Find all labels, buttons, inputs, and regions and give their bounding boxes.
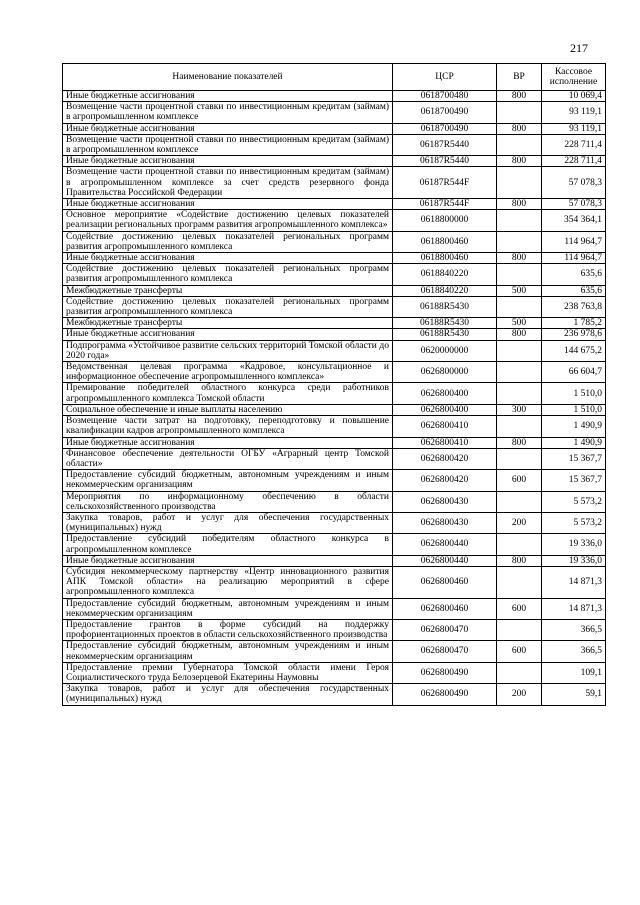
row-amount: 144 675,2 (542, 340, 606, 361)
table-row (63, 199, 606, 210)
row-vr (497, 264, 542, 285)
row-vr: 800 (497, 156, 542, 167)
row-name: Иные бюджетные ассигнования (63, 555, 393, 566)
row-amount: 366,5 (542, 619, 606, 640)
row-name: Подпрограмма «Устойчивое развитие сельских территорий Томской области до 2020 года» (63, 340, 393, 361)
table-row (63, 416, 606, 437)
table-row (63, 404, 606, 415)
row-amount: 228 711,4 (542, 156, 606, 167)
row-csr: 0618840220 (393, 264, 497, 285)
row-amount: 57 078,3 (542, 199, 606, 210)
row-csr: 0626800430 (393, 512, 497, 533)
row-name: Предоставление субсидий бюджетным, автономным учреждениям и иным некоммерческим организациям (63, 470, 393, 491)
row-name: Иные бюджетные ассигнования (63, 123, 393, 134)
row-amount: 354 364,1 (542, 210, 606, 231)
row-name: Субсидия некоммерческому партнерству «Центр инновационного развития АПК Томской области» на реализацию мероприятий в сфере агропромышленного комплекса (63, 566, 393, 598)
row-vr (497, 102, 542, 123)
row-name: Предоставление субсидий победителям областного конкурса в агропромышленном комплексе (63, 534, 393, 555)
table-row (63, 253, 606, 264)
row-csr: 06187R544F (393, 199, 497, 210)
row-vr (497, 231, 542, 252)
row-amount: 19 336,0 (542, 534, 606, 555)
row-vr: 800 (497, 91, 542, 102)
table-row (63, 210, 606, 231)
table-row (63, 318, 606, 329)
table-row (63, 534, 606, 555)
row-csr: 06187R5440 (393, 134, 497, 155)
row-vr: 200 (497, 512, 542, 533)
row-vr (497, 448, 542, 469)
table-row (63, 329, 606, 340)
row-amount: 14 871,3 (542, 598, 606, 619)
table-body (63, 91, 606, 706)
row-name: Содействие достижению целевых показателей региональных программ развития агропромышленного комплекса (63, 264, 393, 285)
row-amount: 1 490,9 (542, 437, 606, 448)
header-amount: Кассовое исполнение (542, 64, 606, 91)
row-csr: 0626800000 (393, 362, 497, 383)
row-name: Мероприятия по информационному обеспечению в области сельскохозяйственного производства (63, 491, 393, 512)
row-vr (497, 534, 542, 555)
row-amount: 114 964,7 (542, 253, 606, 264)
row-csr: 0618800460 (393, 253, 497, 264)
table-header-row (63, 64, 606, 91)
row-csr: 0620000000 (393, 340, 497, 361)
row-amount: 228 711,4 (542, 134, 606, 155)
header-vr: ВР (497, 64, 542, 91)
row-amount: 19 336,0 (542, 555, 606, 566)
row-name: Премирование победителей областного конкурса среди работников агропромышленного комплекса Томской области (63, 383, 393, 404)
table-row (63, 598, 606, 619)
table-row (63, 448, 606, 469)
row-csr: 0626800420 (393, 470, 497, 491)
table-row (63, 437, 606, 448)
row-vr (497, 662, 542, 683)
table-row (63, 662, 606, 683)
header-csr: ЦСР (393, 64, 497, 91)
row-name: Иные бюджетные ассигнования (63, 91, 393, 102)
table-row (63, 362, 606, 383)
row-amount: 93 119,1 (542, 123, 606, 134)
row-csr: 0618800460 (393, 231, 497, 252)
row-vr: 500 (497, 285, 542, 296)
table-row (63, 512, 606, 533)
row-amount: 114 964,7 (542, 231, 606, 252)
table-row (63, 167, 606, 199)
row-csr: 0626800440 (393, 534, 497, 555)
row-amount: 366,5 (542, 641, 606, 662)
row-csr: 06188R5430 (393, 329, 497, 340)
row-name: Иные бюджетные ассигнования (63, 199, 393, 210)
row-csr: 06187R5440 (393, 156, 497, 167)
row-amount: 635,6 (542, 285, 606, 296)
row-vr (497, 167, 542, 199)
row-csr: 0626800490 (393, 662, 497, 683)
row-amount: 238 763,8 (542, 296, 606, 317)
row-name: Содействие достижению целевых показателей региональных программ развития агропромышленного комплекса (63, 231, 393, 252)
row-vr (497, 383, 542, 404)
row-amount: 14 871,3 (542, 566, 606, 598)
table-row (63, 619, 606, 640)
row-csr: 0618700490 (393, 123, 497, 134)
row-vr (497, 210, 542, 231)
row-amount: 59,1 (542, 684, 606, 705)
row-csr: 0626800400 (393, 383, 497, 404)
table-row (63, 684, 606, 705)
row-vr: 800 (497, 253, 542, 264)
row-vr (497, 296, 542, 317)
row-csr: 06188R5430 (393, 296, 497, 317)
row-amount: 635,6 (542, 264, 606, 285)
row-vr (497, 566, 542, 598)
row-name: Социальное обеспечение и иные выплаты населению (63, 404, 393, 415)
table-row (63, 470, 606, 491)
row-name: Иные бюджетные ассигнования (63, 253, 393, 264)
row-csr: 0626800460 (393, 566, 497, 598)
row-vr: 600 (497, 641, 542, 662)
row-amount: 57 078,3 (542, 167, 606, 199)
row-amount: 1 490,9 (542, 416, 606, 437)
row-csr: 0626800420 (393, 448, 497, 469)
row-vr (497, 362, 542, 383)
table-row (63, 285, 606, 296)
row-amount: 109,1 (542, 662, 606, 683)
row-name: Предоставление субсидий бюджетным, автономным учреждениям и иным некоммерческим организациям (63, 641, 393, 662)
table-row (63, 231, 606, 252)
page-number: 217 (570, 41, 588, 55)
row-csr: 0626800470 (393, 641, 497, 662)
row-name: Ведомственная целевая программа «Кадровое, консультационное и информационное обеспечение агропромышленного комплекса» (63, 362, 393, 383)
row-csr: 0626800440 (393, 555, 497, 566)
table-row (63, 641, 606, 662)
row-name: Иные бюджетные ассигнования (63, 437, 393, 448)
row-amount: 93 119,1 (542, 102, 606, 123)
row-csr: 0626800490 (393, 684, 497, 705)
table-row (63, 134, 606, 155)
row-vr: 800 (497, 329, 542, 340)
row-vr: 500 (497, 318, 542, 329)
budget-table (62, 63, 606, 706)
row-vr: 800 (497, 555, 542, 566)
row-amount: 1 510,0 (542, 383, 606, 404)
row-name: Основное мероприятие «Содействие достижению целевых показателей реализации региональных программ развития агропромышленного комплекса» (63, 210, 393, 231)
row-amount: 1 785,2 (542, 318, 606, 329)
row-csr: 0626800430 (393, 491, 497, 512)
table-row (63, 91, 606, 102)
row-vr: 800 (497, 123, 542, 134)
row-vr (497, 619, 542, 640)
row-vr: 600 (497, 598, 542, 619)
row-vr: 200 (497, 684, 542, 705)
row-name: Закупка товаров, работ и услуг для обеспечения государственных (муниципальных) нужд (63, 684, 393, 705)
row-amount: 15 367,7 (542, 470, 606, 491)
table-row (63, 123, 606, 134)
row-name: Предоставление субсидий бюджетным, автономным учреждениям и иным некоммерческим организациям (63, 598, 393, 619)
row-csr: 0626800400 (393, 404, 497, 415)
row-csr: 0626800460 (393, 598, 497, 619)
row-amount: 5 573,2 (542, 512, 606, 533)
row-csr: 0618700490 (393, 102, 497, 123)
row-name: Межбюджетные трансферты (63, 285, 393, 296)
table-row (63, 566, 606, 598)
row-vr (497, 340, 542, 361)
row-name: Предоставление премии Губернатора Томской области имени Героя Социалистического труда Белозерцевой Екатерины Наумовны (63, 662, 393, 683)
row-name: Возмещение части затрат на подготовку, переподготовку и повышение квалификации кадров агропромышленного комплекса (63, 416, 393, 437)
table-row (63, 102, 606, 123)
row-vr: 800 (497, 199, 542, 210)
table-row (63, 264, 606, 285)
row-vr (497, 416, 542, 437)
row-name: Возмещение части процентной ставки по инвестиционным кредитам (займам) в агропромышленном комплексе (63, 134, 393, 155)
row-amount: 10 069,4 (542, 91, 606, 102)
row-amount: 1 510,0 (542, 404, 606, 415)
row-csr: 0626800410 (393, 437, 497, 448)
row-name: Иные бюджетные ассигнования (63, 156, 393, 167)
row-vr (497, 134, 542, 155)
row-csr: 0626800410 (393, 416, 497, 437)
row-name: Предоставление грантов в форме субсидий на поддержку профориентационных проектов в области сельскохозяйственного производства (63, 619, 393, 640)
row-csr: 0626800470 (393, 619, 497, 640)
row-csr: 06188R5430 (393, 318, 497, 329)
row-amount: 66 604,7 (542, 362, 606, 383)
row-amount: 5 573,2 (542, 491, 606, 512)
row-name: Закупка товаров, работ и услуг для обеспечения государственных (муниципальных) нужд (63, 512, 393, 533)
row-amount: 15 367,7 (542, 448, 606, 469)
table-row (63, 340, 606, 361)
row-name: Возмещение части процентной ставки по инвестиционным кредитам (займам) в агропромышленном комплексе (63, 102, 393, 123)
table-row (63, 491, 606, 512)
table-row (63, 555, 606, 566)
row-vr: 300 (497, 404, 542, 415)
row-csr: 0618700480 (393, 91, 497, 102)
row-vr: 600 (497, 470, 542, 491)
table-row (63, 383, 606, 404)
row-vr (497, 491, 542, 512)
row-name: Финансовое обеспечение деятельности ОГБУ «Аграрный центр Томской области» (63, 448, 393, 469)
table-row (63, 156, 606, 167)
row-csr: 06187R544F (393, 167, 497, 199)
row-name: Иные бюджетные ассигнования (63, 329, 393, 340)
header-name: Наименование показателей (63, 64, 393, 91)
row-vr: 800 (497, 437, 542, 448)
row-csr: 0618800000 (393, 210, 497, 231)
row-name: Межбюджетные трансферты (63, 318, 393, 329)
row-name: Содействие достижению целевых показателей региональных программ развития агропромышленного комплекса (63, 296, 393, 317)
row-csr: 0618840220 (393, 285, 497, 296)
row-amount: 236 978,6 (542, 329, 606, 340)
row-name: Возмещение части процентной ставки по инвестиционным кредитам (займам) в агропромышленном комплексе за счет средств резервного фонда Правительства Российской Федерации (63, 167, 393, 199)
table-row (63, 296, 606, 317)
